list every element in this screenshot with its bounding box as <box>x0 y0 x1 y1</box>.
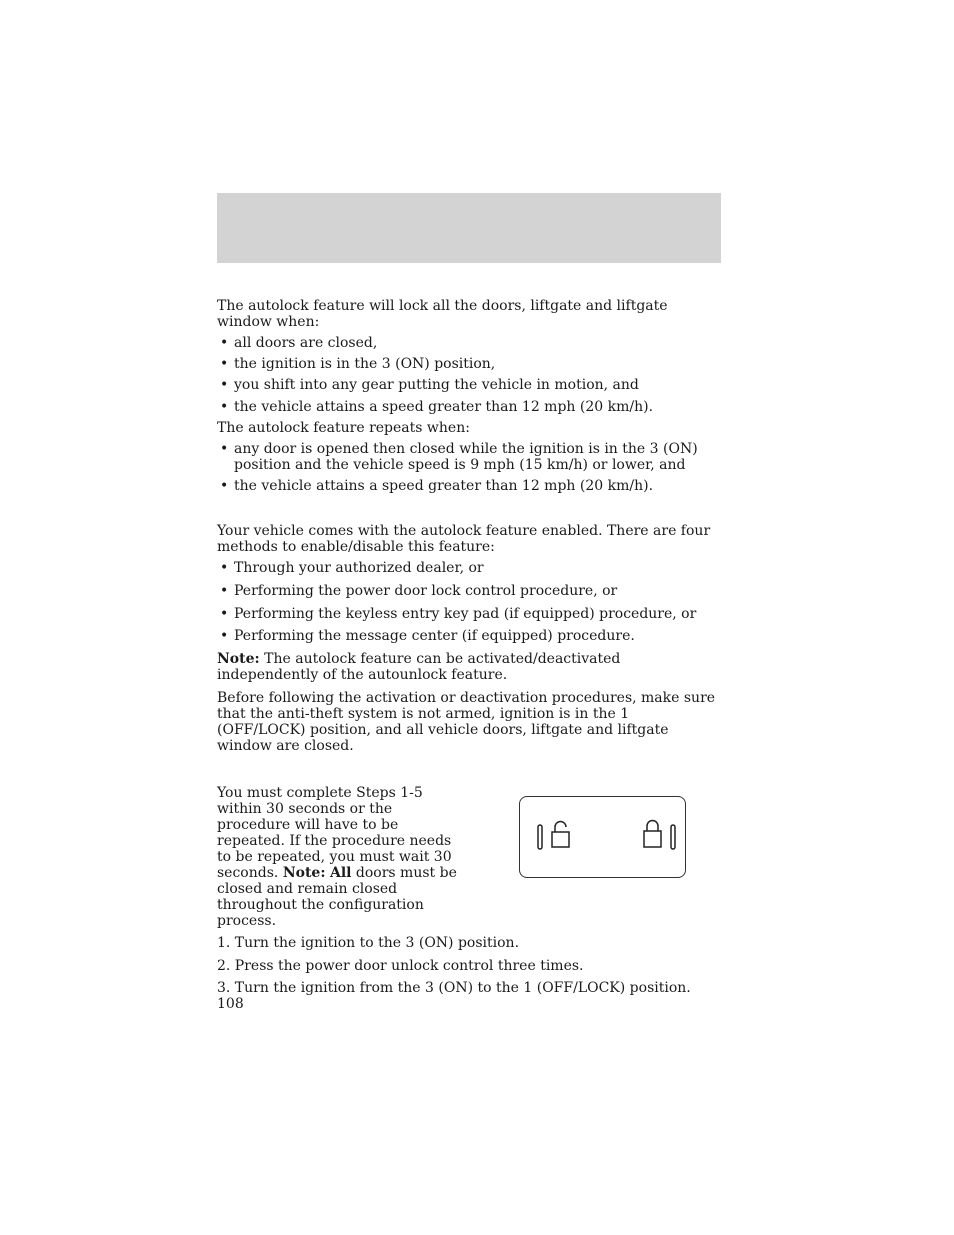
list-item: • you shift into any gear putting the vehicle in motion, and <box>217 377 721 393</box>
list-item: 3. Turn the ignition from the 3 (ON) to the 1 (OFF/LOCK) position. <box>217 980 691 996</box>
list-item: • Through your authorized dealer, or <box>217 560 721 576</box>
procedure-steps <box>217 935 721 996</box>
note-label: Note: <box>217 651 260 667</box>
note-all: All <box>329 865 352 881</box>
lock-icon <box>644 821 661 848</box>
enable-methods <box>217 560 721 644</box>
list-item: 1. Turn the ignition to the 3 (ON) position. <box>217 935 520 951</box>
list-item: 2. Press the power door unlock control three times. <box>217 958 584 974</box>
autolock-repeat-intro: The autolock feature repeats when: <box>217 420 470 436</box>
header-band <box>217 193 721 263</box>
procedure-intro-text: You must complete Steps 1-5 within 30 seconds or the procedure will have to be repeated. If the procedure needs to be repeated, you must wait 30 seconds. <box>217 785 452 881</box>
unlock-icon <box>552 822 569 848</box>
note-text: The autolock feature can be activated/deactivated independently of the autounlock feature. <box>217 651 621 683</box>
lock-control-illustration <box>520 797 685 877</box>
list-item: • the ignition is in the 3 (ON) position, <box>217 356 721 372</box>
note-label: Note: <box>282 865 326 881</box>
list-item: • Performing the keyless entry key pad (if equipped) procedure, or <box>217 606 721 622</box>
autolock-conditions <box>217 335 721 415</box>
list-item: • all doors are closed, <box>217 335 721 351</box>
list-item: • the vehicle attains a speed greater than 12 mph (20 km/h). <box>217 399 721 415</box>
list-item: • the vehicle attains a speed greater than 12 mph (20 km/h). <box>217 478 721 494</box>
page-content <box>217 298 721 1012</box>
procedure-intro <box>217 785 467 929</box>
list-item: • Performing the message center (if equipped) procedure. <box>217 628 721 644</box>
power-door-lock-control <box>519 796 686 878</box>
autolock-intro: The autolock feature will lock all the doors, liftgate and liftgate window when: <box>217 298 668 330</box>
list-item: • any door is opened then closed while the ignition is in the 3 (ON) position and the vehicle speed is 9 mph (15 km/h) or lower, and <box>217 441 721 473</box>
page-number: 108 <box>217 996 244 1012</box>
autolock-repeat-conditions <box>217 441 721 494</box>
enable-intro: Your vehicle comes with the autolock feature enabled. There are four methods to enable/disable this feature: <box>217 523 711 555</box>
enable-note <box>217 651 721 683</box>
list-item: • Performing the power door lock control procedure, or <box>217 583 721 599</box>
before-procedures: Before following the activation or deactivation procedures, make sure that the anti-theft system is not armed, ignition is in the 1 (OFF/LOCK) position, and all vehicle doors, liftgate and liftgate window are closed. <box>217 690 716 754</box>
procedure-section <box>217 785 721 929</box>
note-rest: doors must be closed and remain closed throughout the configuration process. <box>217 865 457 929</box>
